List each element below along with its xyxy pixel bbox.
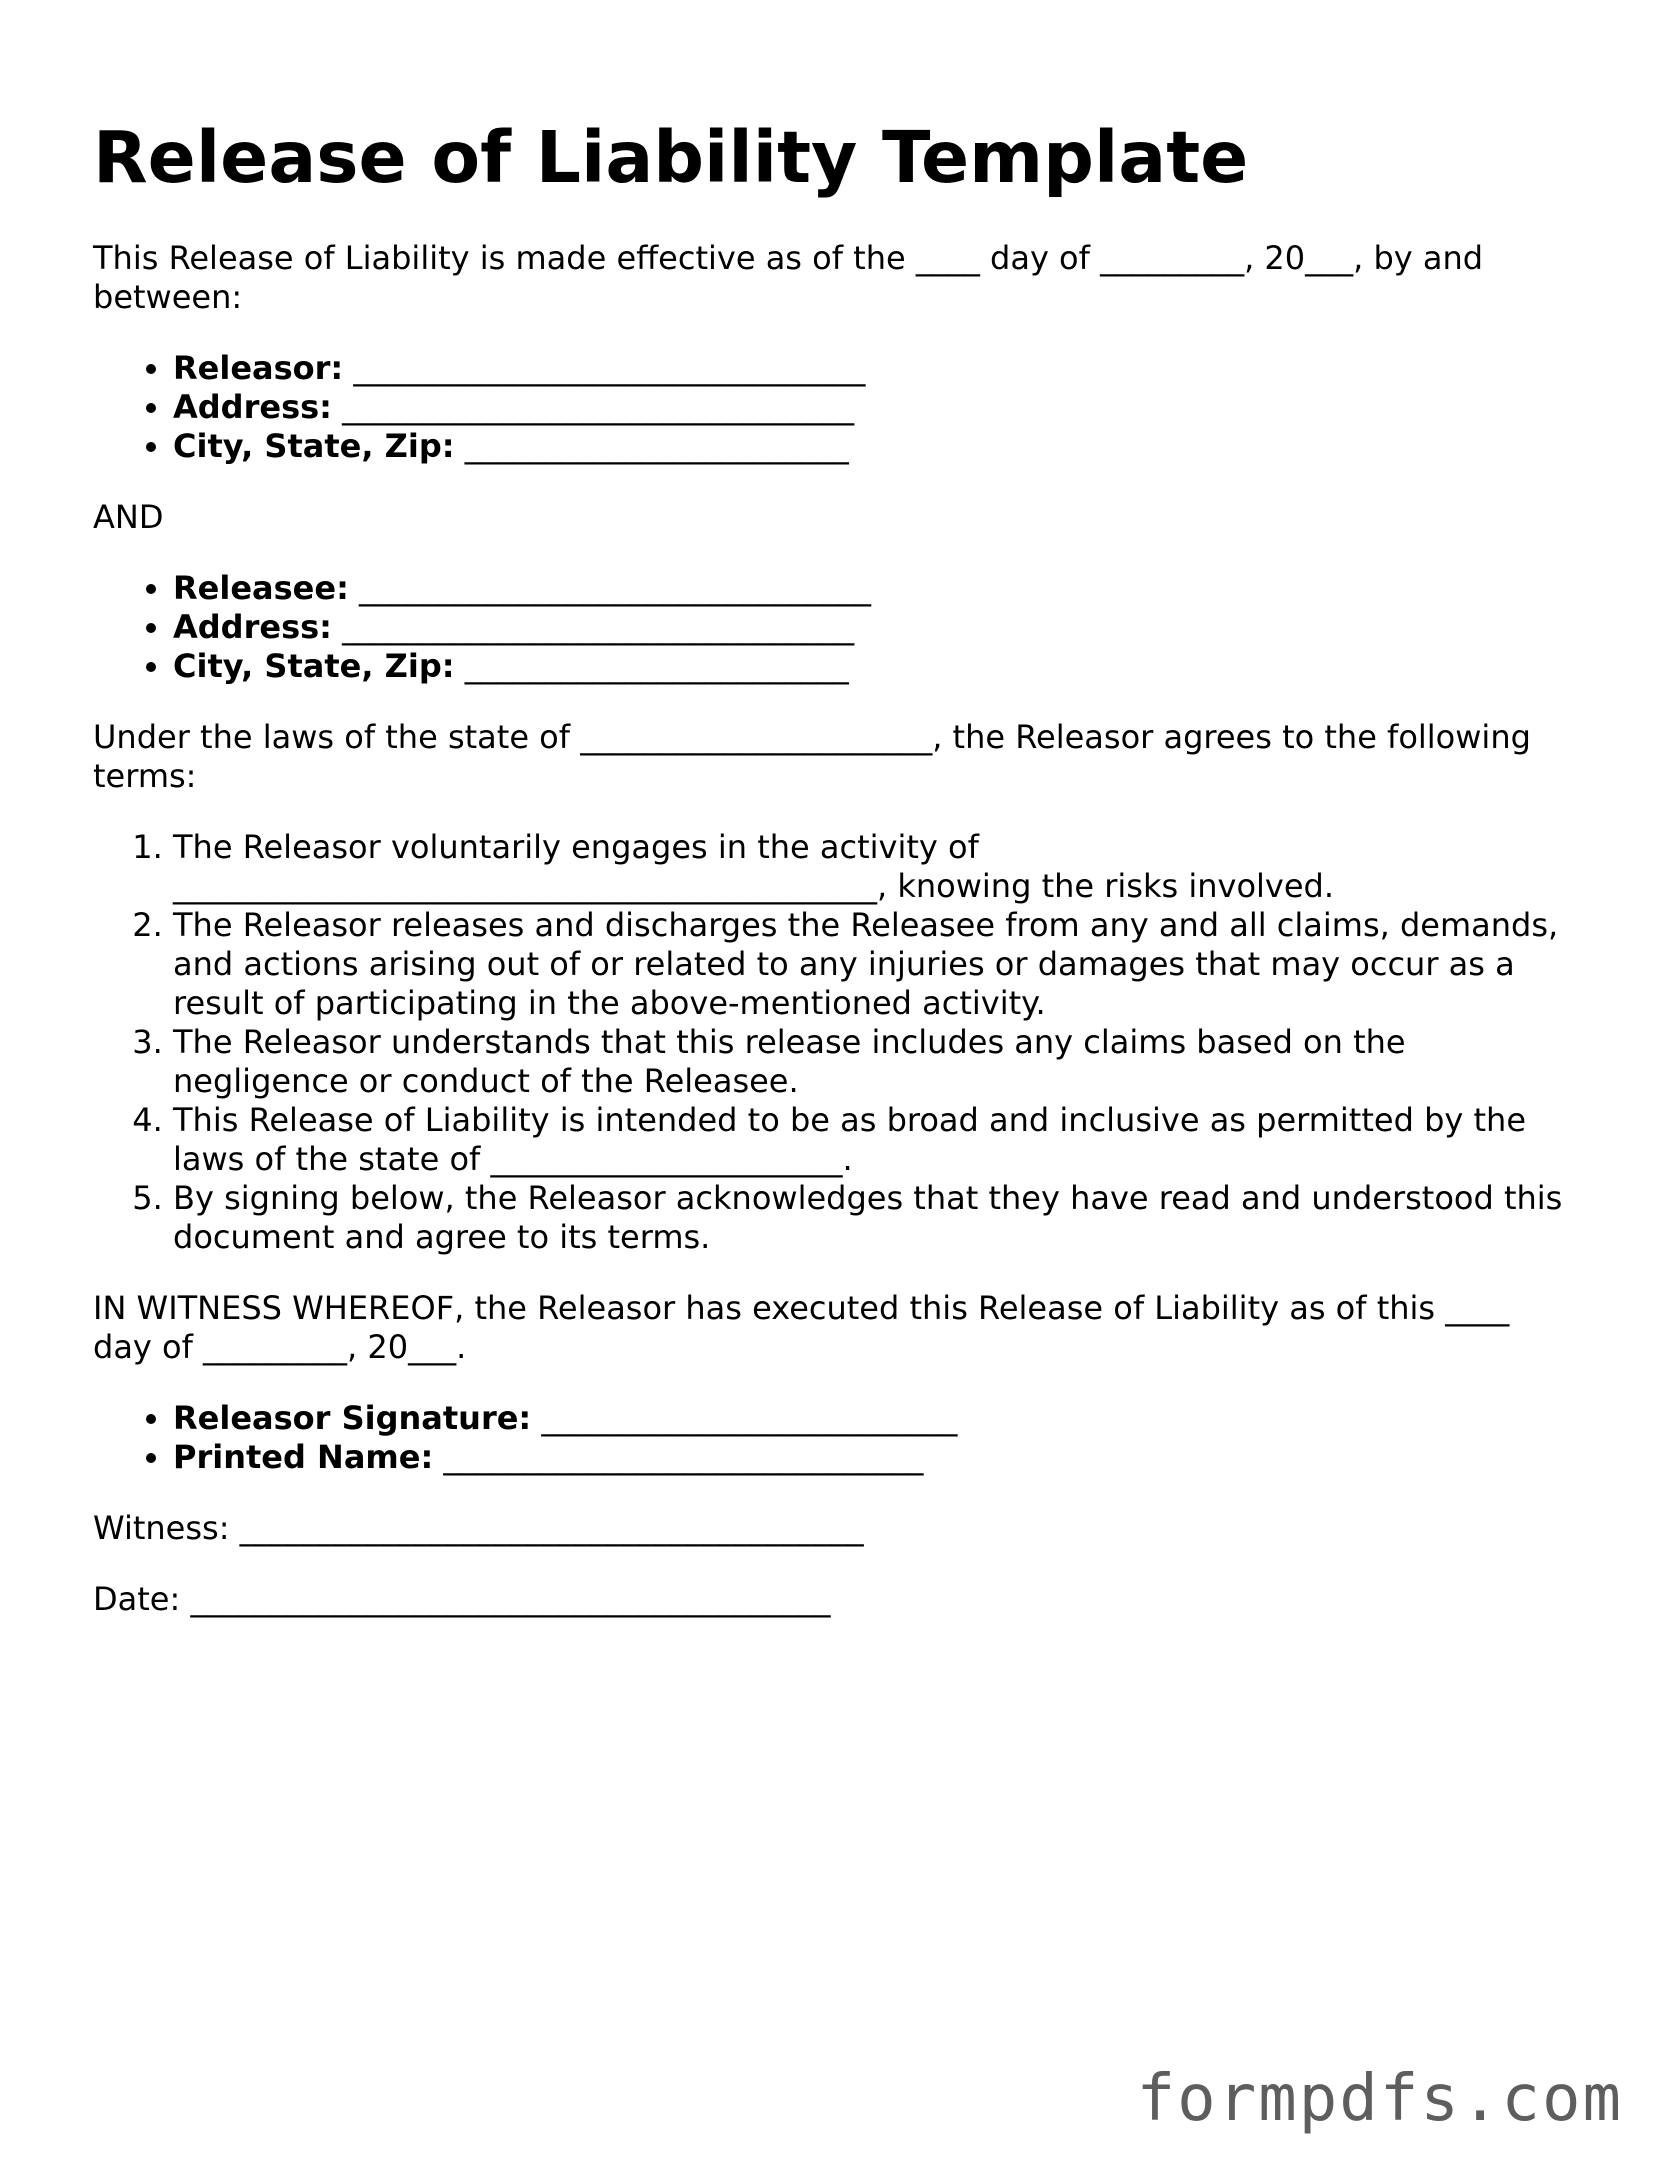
list-item <box>173 647 1573 686</box>
list-item <box>173 1399 1573 1438</box>
field-blank: ________________________________ <box>331 608 855 646</box>
watermark-text: formpdfs.com <box>1136 2062 1623 2136</box>
governing-law-paragraph: Under the laws of the state of ______________________, the Releasor agrees to the following terms: <box>93 718 1531 795</box>
list-item <box>173 388 1573 427</box>
term-item: 4. This Release of Liability is intended to be as broad and inclusive as permitted by the laws of the state of ______________________. <box>173 1101 1573 1179</box>
terms-list <box>93 828 1573 1257</box>
page-title: Release of Liability Template <box>93 116 1249 199</box>
term-item: 1. The Releasor voluntarily engages in the activity of ____________________________________________, knowing the risks involved. <box>173 828 1573 906</box>
list-item <box>173 427 1573 466</box>
list-item <box>173 1438 1573 1477</box>
term-item: 5. By signing below, the Releasor acknowledges that they have read and understood this document and agree to its terms. <box>173 1179 1573 1257</box>
list-item <box>173 349 1573 388</box>
field-label: Releasor Signature: <box>173 1399 532 1437</box>
signature-fields-list <box>93 1399 1573 1477</box>
witness-line: Witness: _______________________________________ <box>93 1509 864 1547</box>
field-label: City, State, Zip: <box>173 647 455 685</box>
document-page <box>93 112 1573 1619</box>
field-label: Address: <box>173 608 332 646</box>
field-blank: __________________________ <box>531 1399 958 1437</box>
field-blank: ________________________ <box>454 427 849 465</box>
field-label: Releasor: <box>173 349 344 387</box>
date-line: Date: ________________________________________ <box>93 1580 831 1618</box>
field-label: Releasee: <box>173 569 349 607</box>
and-separator: AND <box>93 498 164 536</box>
field-blank: ________________________________ <box>343 349 866 387</box>
term-item: 2. The Releasor releases and discharges the Releasee from any and all claims, demands, and actions arising out of or related to any injuries or damages that may occur as a result of participating in the above-mentioned activity. <box>173 906 1573 1023</box>
field-label: Address: <box>173 388 332 426</box>
field-blank: ________________________________ <box>348 569 872 607</box>
releasor-fields-list <box>93 349 1573 466</box>
field-label: City, State, Zip: <box>173 427 455 465</box>
witness-whereof-paragraph: IN WITNESS WHEREOF, the Releasor has executed this Release of Liability as of this ____ day of _________, 20___. <box>93 1289 1510 1366</box>
releasee-fields-list <box>93 569 1573 686</box>
list-item <box>173 569 1573 608</box>
intro-paragraph: This Release of Liability is made effective as of the ____ day of _________, 20___, by and between: <box>93 239 1484 316</box>
field-label: Printed Name: <box>173 1438 434 1476</box>
list-item <box>173 608 1573 647</box>
field-blank: ______________________________ <box>433 1438 924 1476</box>
field-blank: ________________________ <box>454 647 849 685</box>
term-item: 3. The Releasor understands that this release includes any claims based on the negligence or conduct of the Releasee. <box>173 1023 1573 1101</box>
field-blank: ________________________________ <box>331 388 855 426</box>
